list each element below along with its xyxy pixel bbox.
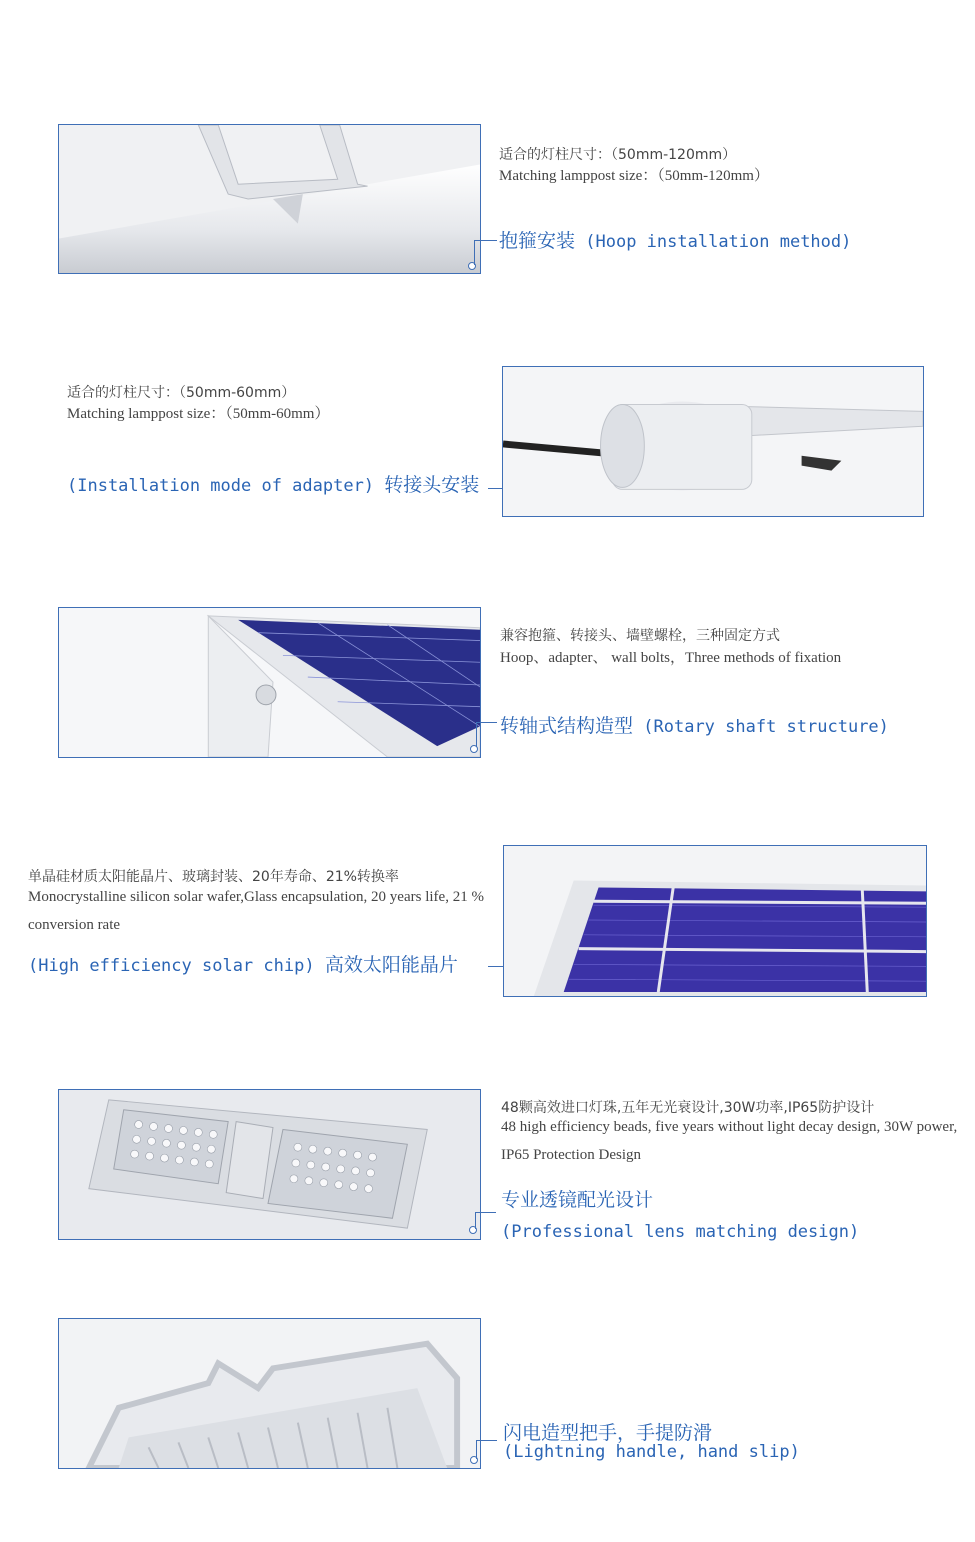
callout-leader: [476, 722, 497, 747]
handle-title-zh: [503, 1418, 712, 1445]
title-en: (Lightning handle, hand slip): [503, 1442, 800, 1462]
solar-chip-title: [28, 950, 458, 977]
callout-leader: [474, 240, 497, 265]
lens-design-title-en: [501, 1222, 859, 1242]
lamppost-size-en: Matching lamppost size：（50mm-60mm）: [67, 406, 330, 422]
title-zh: 抱箍安装: [499, 230, 576, 252]
lens-design-title-zh: [501, 1185, 653, 1212]
solar-chip-desc-en: Monocrystalline silicon solar wafer,Glass encapsulation, 20 years life, 21 % conversion rate: [28, 889, 484, 933]
lens-design-image: [58, 1089, 481, 1240]
lens-desc-zh: 48颗高效进口灯珠,五年无光衰设计,30W功率,IP65防护设计: [501, 1100, 875, 1116]
adapter-install-title: [67, 470, 479, 497]
hoop-install-image: [58, 124, 481, 274]
title-en: (Rotary shaft structure): [643, 717, 889, 737]
solar-chip-desc-zh: 单晶硅材质太阳能晶片、玻璃封装、20年寿命、21%转换率: [28, 869, 399, 885]
fixation-desc-zh: 兼容抱箍、转接头、墙壁螺栓，三种固定方式: [500, 628, 780, 644]
title-en: (Professional lens matching design): [501, 1222, 860, 1242]
handle-image: [58, 1318, 481, 1469]
callout-leader: [476, 1440, 497, 1459]
lens-desc-en: 48 high efficiency beads, five years without light decay design, 30W power, IP65 Protection Design: [501, 1119, 958, 1163]
rotary-shaft-image: [58, 607, 481, 758]
rotary-shaft-title: [500, 711, 889, 738]
hoop-install-title: [499, 226, 851, 253]
adapter-install-image: [502, 366, 924, 517]
lamppost-size-en: Matching lamppost size：（50mm-120mm）: [499, 168, 769, 184]
fixation-desc-en: Hoop、adapter、 wall bolts，Three methods of fixation: [500, 650, 842, 666]
callout-leader: [475, 1212, 496, 1229]
title-en: (High efficiency solar chip): [28, 956, 315, 976]
title-zh: 转轴式结构造型: [500, 715, 634, 737]
title-en: (Installation mode of adapter): [67, 476, 375, 496]
title-zh: 闪电造型把手，手提防滑: [503, 1422, 713, 1444]
lamppost-size-zh: 适合的灯柱尺寸：（50mm-60mm）: [67, 385, 296, 401]
title-zh: 高效太阳能晶片: [324, 954, 458, 976]
solar-chip-image: [503, 845, 927, 997]
handle-title-en: [503, 1442, 800, 1462]
title-zh: 专业透镜配光设计: [501, 1189, 654, 1211]
title-en: (Hoop installation method): [585, 232, 852, 252]
lamppost-size-zh: 适合的灯柱尺寸：（50mm-120mm）: [499, 147, 737, 163]
title-zh: 转接头安装: [384, 474, 480, 496]
